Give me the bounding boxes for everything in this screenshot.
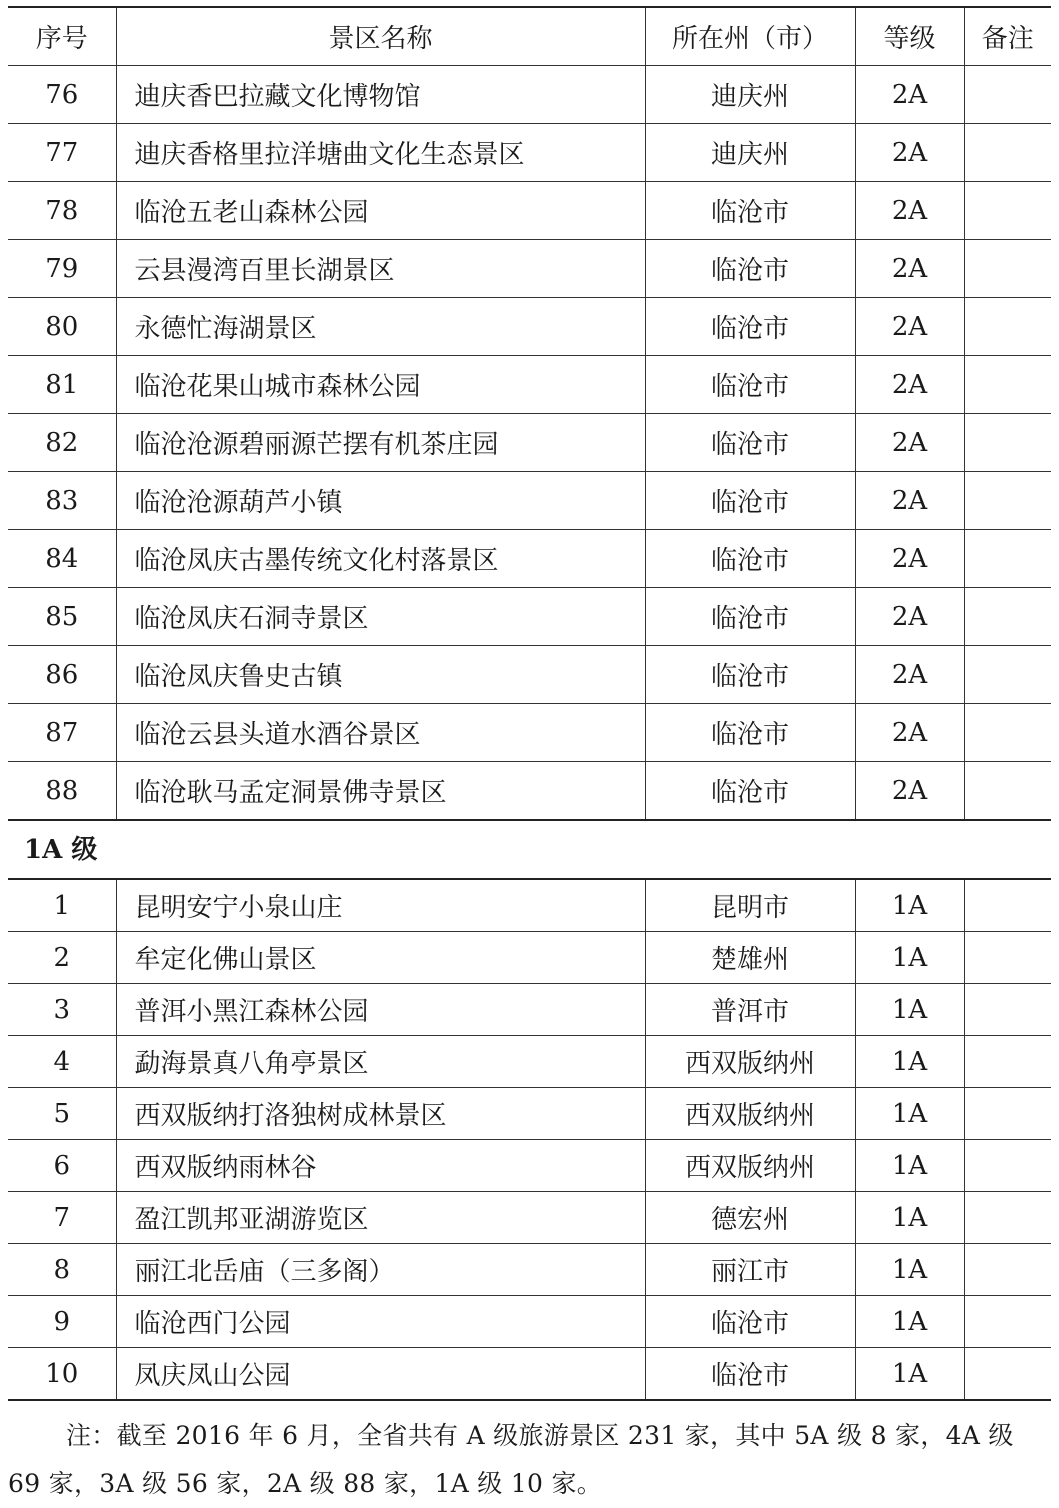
table-row [8,298,1051,356]
cell-remark [964,124,1051,182]
cell-scenic-name: 西双版纳打洛独树成林景区 [116,1088,645,1140]
cell-remark [964,182,1051,240]
cell-level: 2A [855,646,964,704]
cell-number: 6 [8,1140,116,1192]
cell-scenic-name: 临沧耿马孟定洞景佛寺景区 [116,762,645,821]
cell-number: 83 [8,472,116,530]
cell-location: 临沧市 [645,356,855,414]
cell-level: 1A [855,1244,964,1296]
table-row [8,1296,1051,1348]
cell-level: 2A [855,472,964,530]
cell-location: 西双版纳州 [645,1036,855,1088]
header-number: 序号 [8,7,116,66]
table-row [8,1088,1051,1140]
cell-remark [964,1036,1051,1088]
table-row [8,1036,1051,1088]
cell-scenic-name: 永德忙海湖景区 [116,298,645,356]
header-location: 所在州（市） [645,7,855,66]
cell-scenic-name: 云县漫湾百里长湖景区 [116,240,645,298]
cell-location: 临沧市 [645,588,855,646]
cell-remark [964,984,1051,1036]
cell-level: 2A [855,588,964,646]
cell-location: 临沧市 [645,762,855,821]
table-row [8,1192,1051,1244]
cell-level: 1A [855,1348,964,1401]
cell-level: 2A [855,124,964,182]
table-row [8,472,1051,530]
cell-remark [964,704,1051,762]
cell-remark [964,1348,1051,1401]
cell-level: 1A [855,984,964,1036]
table-row [8,762,1051,821]
cell-remark [964,472,1051,530]
header-scenic-name: 景区名称 [116,7,645,66]
cell-number: 8 [8,1244,116,1296]
cell-level: 2A [855,182,964,240]
cell-number: 84 [8,530,116,588]
cell-location: 临沧市 [645,240,855,298]
cell-level: 2A [855,414,964,472]
cell-remark [964,1192,1051,1244]
cell-scenic-name: 临沧沧源葫芦小镇 [116,472,645,530]
table-row [8,124,1051,182]
cell-level: 1A [855,1192,964,1244]
cell-scenic-name: 丽江北岳庙（三多阁） [116,1244,645,1296]
cell-number: 88 [8,762,116,821]
table-row [8,1348,1051,1401]
cell-level: 2A [855,704,964,762]
cell-location: 昆明市 [645,879,855,932]
cell-number: 78 [8,182,116,240]
cell-number: 87 [8,704,116,762]
cell-level: 2A [855,762,964,821]
section-heading-1a: 1A 级 [24,835,98,865]
cell-remark [964,356,1051,414]
table-row [8,984,1051,1036]
cell-level: 2A [855,298,964,356]
cell-scenic-name: 迪庆香格里拉洋塘曲文化生态景区 [116,124,645,182]
cell-scenic-name: 临沧凤庆石洞寺景区 [116,588,645,646]
cell-location: 临沧市 [645,1296,855,1348]
cell-location: 迪庆州 [645,66,855,124]
cell-level: 1A [855,1140,964,1192]
cell-remark [964,1244,1051,1296]
cell-scenic-name: 临沧西门公园 [116,1296,645,1348]
cell-remark [964,240,1051,298]
cell-level: 2A [855,356,964,414]
cell-level: 2A [855,530,964,588]
cell-remark [964,414,1051,472]
cell-location: 临沧市 [645,182,855,240]
scenic-area-table-1a [8,878,1051,1401]
header-remark: 备注 [964,7,1051,66]
cell-number: 82 [8,414,116,472]
cell-location: 临沧市 [645,298,855,356]
cell-scenic-name: 临沧花果山城市森林公园 [116,356,645,414]
header-level: 等级 [855,7,964,66]
cell-number: 10 [8,1348,116,1401]
cell-number: 81 [8,356,116,414]
cell-number: 86 [8,646,116,704]
cell-remark [964,646,1051,704]
cell-level: 2A [855,240,964,298]
cell-remark [964,298,1051,356]
cell-number: 77 [8,124,116,182]
cell-number: 7 [8,1192,116,1244]
table-row [8,588,1051,646]
cell-location: 临沧市 [645,704,855,762]
cell-scenic-name: 临沧凤庆鲁史古镇 [116,646,645,704]
cell-level: 1A [855,1088,964,1140]
cell-remark [964,530,1051,588]
cell-number: 1 [8,879,116,932]
cell-location: 楚雄州 [645,932,855,984]
table-row [8,1244,1051,1296]
cell-remark [964,879,1051,932]
table-row [8,240,1051,298]
cell-scenic-name: 勐海景真八角亭景区 [116,1036,645,1088]
cell-number: 4 [8,1036,116,1088]
cell-location: 德宏州 [645,1192,855,1244]
cell-location: 临沧市 [645,472,855,530]
cell-scenic-name: 临沧凤庆古墨传统文化村落景区 [116,530,645,588]
cell-level: 1A [855,1036,964,1088]
cell-level: 1A [855,932,964,984]
cell-number: 3 [8,984,116,1036]
table-footnote: 注：截至 2016 年 6 月，全省共有 A 级旅游景区 231 家，其中 5A 级 8 家，4A 级 69 家，3A 级 56 家，2A 级 88 家，1A 级 10 家。 [8,1421,1014,1498]
table-header-row [8,7,1051,66]
cell-number: 9 [8,1296,116,1348]
cell-number: 5 [8,1088,116,1140]
cell-number: 76 [8,66,116,124]
cell-number: 79 [8,240,116,298]
table-row [8,66,1051,124]
cell-location: 普洱市 [645,984,855,1036]
cell-scenic-name: 昆明安宁小泉山庄 [116,879,645,932]
cell-scenic-name: 临沧云县头道水酒谷景区 [116,704,645,762]
cell-remark [964,932,1051,984]
cell-remark [964,588,1051,646]
table-row [8,704,1051,762]
cell-scenic-name: 临沧五老山森林公园 [116,182,645,240]
cell-scenic-name: 牟定化佛山景区 [116,932,645,984]
cell-location: 西双版纳州 [645,1088,855,1140]
table-row [8,182,1051,240]
cell-level: 2A [855,66,964,124]
cell-scenic-name: 普洱小黑江森林公园 [116,984,645,1036]
cell-location: 临沧市 [645,414,855,472]
table-row [8,356,1051,414]
cell-remark [964,1296,1051,1348]
cell-location: 丽江市 [645,1244,855,1296]
cell-number: 80 [8,298,116,356]
cell-scenic-name: 凤庆凤山公园 [116,1348,645,1401]
cell-remark [964,66,1051,124]
cell-scenic-name: 盈江凯邦亚湖游览区 [116,1192,645,1244]
cell-number: 2 [8,932,116,984]
cell-remark [964,762,1051,821]
cell-scenic-name: 临沧沧源碧丽源芒摆有机茶庄园 [116,414,645,472]
table-row [8,879,1051,932]
table-row [8,1140,1051,1192]
cell-location: 临沧市 [645,646,855,704]
cell-level: 1A [855,879,964,932]
table-row [8,646,1051,704]
cell-location: 迪庆州 [645,124,855,182]
scenic-area-table [8,6,1051,821]
cell-scenic-name: 迪庆香巴拉藏文化博物馆 [116,66,645,124]
table-row [8,414,1051,472]
cell-remark [964,1088,1051,1140]
table-row [8,530,1051,588]
table-row [8,932,1051,984]
cell-location: 临沧市 [645,1348,855,1401]
cell-location: 临沧市 [645,530,855,588]
cell-number: 85 [8,588,116,646]
cell-level: 1A [855,1296,964,1348]
cell-location: 西双版纳州 [645,1140,855,1192]
cell-remark [964,1140,1051,1192]
cell-scenic-name: 西双版纳雨林谷 [116,1140,645,1192]
